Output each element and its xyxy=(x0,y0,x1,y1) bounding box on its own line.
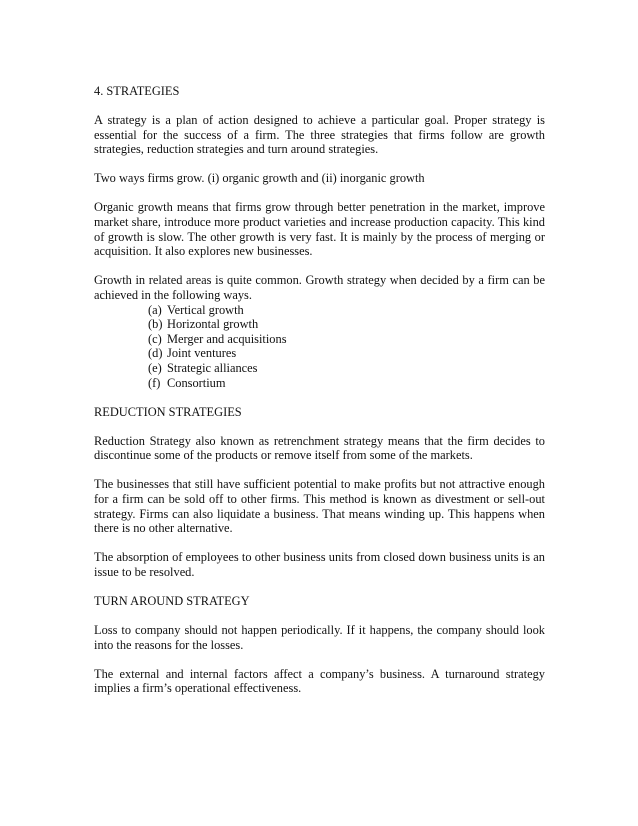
list-marker: (c) xyxy=(148,331,162,346)
list-item xyxy=(148,361,545,376)
growth-methods-list xyxy=(94,303,545,391)
list-item-text: Joint ventures xyxy=(167,346,237,361)
list-item-text: Vertical growth xyxy=(167,302,244,317)
section-heading-strategies: 4. STRATEGIES xyxy=(94,84,180,98)
section-heading-turnaround: TURN AROUND STRATEGY xyxy=(94,593,250,608)
paragraph-growth-types: Two ways firms grow. (i) organic growth and (ii) inorganic growth xyxy=(94,171,425,186)
section-heading-reduction: REDUCTION STRATEGIES xyxy=(94,404,242,419)
list-item-text: Horizontal growth xyxy=(167,317,259,332)
list-marker: (a) xyxy=(148,302,162,317)
list-item-text: Merger and acquisitions xyxy=(167,331,287,346)
document-page xyxy=(94,84,545,710)
list-item xyxy=(148,376,545,391)
paragraph-divestment: The businesses that still have sufficient potential to make profits but not attractive enough for a firm can be sold off to other firms. This method is known as divestment or sell-out strategy. Firms can also liquidate a business. That means winding up. This happens when there is no other alternative. xyxy=(94,477,545,536)
paragraph-growth-related-areas: Growth in related areas is quite common. Growth strategy when decided by a firm can be achieved in the following ways. xyxy=(94,273,545,302)
paragraph-reduction-definition: Reduction Strategy also known as retrenchment strategy means that the firm decides to discontinue some of the products or remove itself from some of the markets. xyxy=(94,433,545,463)
paragraph-turnaround-factors: The external and internal factors affect a company’s business. A turnaround strategy implies a firm’s operational effectiveness. xyxy=(94,666,545,696)
list-marker: (e) xyxy=(148,360,162,375)
list-marker: (b) xyxy=(148,317,163,332)
list-item-text: Consortium xyxy=(167,375,226,390)
paragraph-organic-growth: Organic growth means that firms grow through better penetration in the market, improve market share, introduce more product varieties and increase production capacity. This kind of growth is slow. The other growth is very fast. It is mainly by the process of merging or acquisition. It also explores new businesses. xyxy=(94,200,545,259)
list-item-text: Strategic alliances xyxy=(167,360,258,375)
paragraph-employee-absorption: The absorption of employees to other business units from closed down business units is an issue to be resolved. xyxy=(94,550,545,579)
list-item xyxy=(148,303,545,318)
list-item xyxy=(148,332,545,347)
list-item xyxy=(148,346,545,361)
list-item xyxy=(148,317,545,332)
list-marker: (d) xyxy=(148,346,163,361)
paragraph-strategy-definition: A strategy is a plan of action designed to achieve a particular goal. Proper strategy is essential for the success of a firm. The three strategies that firms follow are growth strategies, reduction strategies and turn around strategies. xyxy=(94,113,545,157)
list-marker: (f) xyxy=(148,375,161,390)
paragraph-loss-reasons: Loss to company should not happen periodically. If it happens, the company should look into the reasons for the losses. xyxy=(94,623,545,652)
